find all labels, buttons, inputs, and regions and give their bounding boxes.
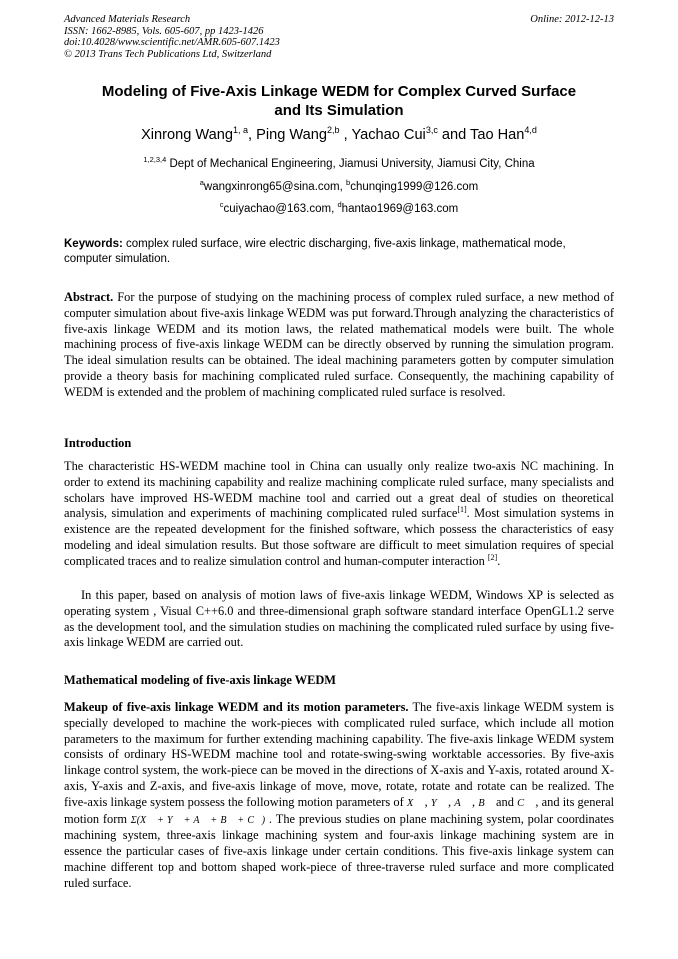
doi-line: doi:10.4028/www.scientific.net/AMR.605-607.1423 (64, 37, 280, 48)
abstract-text: For the purpose of studying on the machining process of complex ruled surface, a new method of computer simulation about five-axis linkage WEDM was put forward.Through analyzing the characteristics of five-axis linkage WEDM and its motion laws, the related mathematical models were built. The whole machining process of five-axis linkage WEDM can be directly observed by running the simulation program. The ideal simulation results can be obtained. The ideal machining parameters gotten by computer simulation provide a theory basis for machining complicated ruled surface. Consequently, the machining capability of WEDM is extended and the problem of machining complicated ruled surface is resolved. (64, 290, 614, 399)
author-affil-sup: 2,b (327, 125, 340, 135)
vector-x-symbol: X⃗ (406, 797, 422, 809)
math-paragraph (64, 700, 614, 892)
author-affil-sup: 3,c (425, 125, 438, 135)
abstract-label: Abstract. (64, 290, 114, 304)
author-list (64, 126, 614, 144)
title-line-2: and Its Simulation (274, 102, 404, 119)
symbol-separator: , (421, 794, 431, 809)
author-name: Ping Wang (256, 127, 328, 143)
author-separator: , (339, 127, 352, 143)
paper-title (64, 82, 614, 120)
author-name: Tao Han (470, 127, 525, 143)
journal-header (64, 14, 280, 60)
email-sup: a (199, 178, 204, 187)
section-heading-math-modeling: Mathematical modeling of five-axis linkage WEDM (64, 673, 336, 687)
affiliation-text: Dept of Mechanical Engineering, Jiamusi University, Jiamusi City, China (166, 158, 535, 170)
journal-name: Advanced Materials Research (64, 14, 191, 25)
keywords (64, 237, 614, 267)
intro-paragraph-1 (64, 459, 614, 570)
subsection-heading: Makeup of five-axis linkage WEDM and its motion parameters. (64, 700, 409, 714)
online-date: Online: 2012-12-13 (530, 14, 614, 25)
email-sup: d (337, 200, 342, 209)
intro-text: . Most simulation systems in existence are the repeated development for the finished software, which possess the characteristics of easy modeling and ideal simulation results. But those software are difficult to meet simulation requires of special complicated traces and to realize simulation control and human-computer interaction (64, 506, 614, 568)
symbol-separator: , (444, 794, 455, 809)
email-line-1 (64, 180, 614, 194)
email-line-2 (64, 202, 614, 216)
vector-c-symbol: C⃗ (517, 797, 533, 809)
paragraph-text: , and its general motion form (64, 794, 615, 826)
affiliation-sup: 1,2,3,4 (143, 155, 167, 164)
keywords-text: complex ruled surface, wire electric discharging, five-axis linkage, mathematical mode, computer simulation. (64, 238, 566, 265)
author-separator: and (437, 127, 471, 143)
symbol-separator: , (468, 794, 479, 809)
citation-ref: [2] (487, 552, 498, 562)
keywords-label: Keywords: (64, 238, 123, 250)
motion-form-formula: Σ(X⃗ + Y⃗ + A⃗ + B⃗ + C⃗) (130, 814, 266, 826)
email-sup: c (219, 200, 224, 209)
intro-text: . (497, 553, 501, 568)
email-address: cuiyachao@163.com, (223, 203, 338, 215)
intro-paragraph-2: In this paper, based on analysis of motion laws of five-axis linkage WEDM, Windows XP is selected as operating system , Visual C++6.0 and three-dimensional graph software standard interface OpenGL1.2 serve as the development tool, and the simulation studies on machining the complicated ruled surface by using five-axis linkage WEDM are carried out. (64, 588, 614, 650)
vector-a-symbol: A⃗ (454, 797, 469, 809)
author-affil-sup: 4,d (524, 125, 537, 135)
paragraph-text: . The previous studies on plane machining system, polar coordinates machining system, three-axis linkage machining system and four-axis linkage machining system are in essence the particular cases of five-axis linkage under certain conditions. This five-axis linkage system can machine different top and bottom shaped work-piece of three-traverse ruled surface and more complicated ruled surface. (64, 811, 614, 890)
citation-ref: [1] (457, 505, 467, 515)
vector-b-symbol: B⃗ (478, 797, 493, 809)
email-address: wangxinrong65@sina.com, (203, 181, 347, 193)
title-line-1: Modeling of Five-Axis Linkage WEDM for Complex Curved Surface (101, 83, 577, 100)
author-name: Xinrong Wang (141, 127, 234, 143)
intro-text: The characteristic HS-WEDM machine tool in China can usually only realize two-axis NC machining. In order to extend its machining capability and realize machining complicate ruled surface, many specialists and scholars have improved HS-WEDM machine tool and carried out a great deal of studies on theoretical analysis, simulation and experiments of machining complicated ruled surface (64, 459, 614, 521)
section-heading-introduction: Introduction (64, 436, 132, 450)
author-affil-sup: 1, a (233, 125, 249, 135)
vector-y-symbol: Y⃗ (430, 797, 445, 809)
paragraph-text: The five-axis linkage WEDM system is specially developed to machine the work-pieces with complicated ruled surface, which include all motion parameters to the maximum for further extending machining capability. The five-axis linkage WEDM system consists of ordinary HS-WEDM machine tool and rotate-swing-swing worktable accessories. By five-axis linkage control system, the work-piece can be moved in the directions of X-axis and Y-axis, rotated around X-axis, Y-axis and Z-axis, and five-axis linkage of move, move, rotate, rotate and rotate can be realized. The five-axis linkage system possess the following motion parameters of (64, 700, 615, 809)
email-address: hantao1969@163.com (341, 203, 459, 215)
email-address: chunqing1999@126.com (350, 181, 479, 193)
author-name: Yachao Cui (351, 127, 426, 143)
issn-line: ISSN: 1662-8985, Vols. 605-607, pp 1423-1426 (64, 25, 264, 37)
symbol-separator: and (492, 794, 518, 809)
copyright-line: © 2013 Trans Tech Publications Ltd, Switzerland (64, 48, 272, 60)
affiliation (64, 157, 614, 171)
abstract (64, 290, 614, 401)
author-separator: , (248, 127, 257, 143)
email-sup: b (346, 178, 351, 187)
